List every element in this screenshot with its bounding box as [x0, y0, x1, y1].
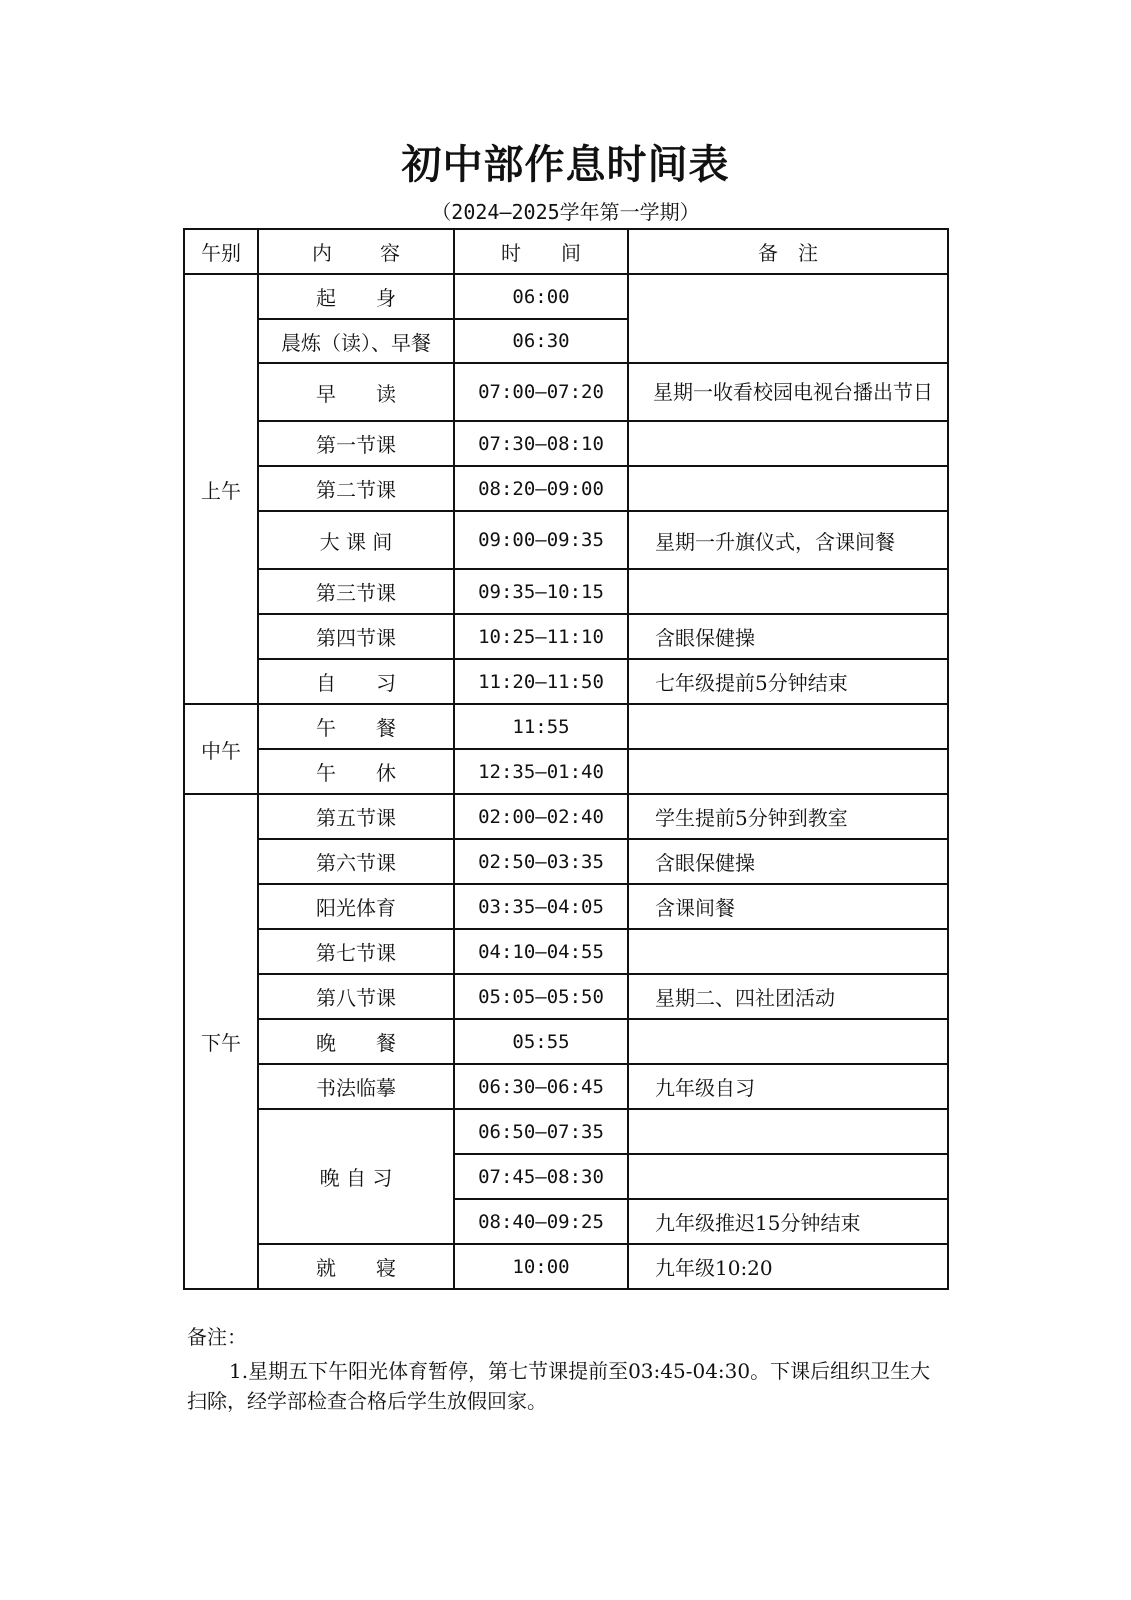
- remark-cell: 含眼保健操: [628, 839, 948, 884]
- time-cell: 06:00: [454, 274, 628, 319]
- table-row: [184, 1109, 948, 1154]
- content-cell: 午 休: [258, 749, 454, 794]
- header-remark: 备 注: [628, 229, 948, 274]
- remark-cell: 学生提前5分钟到教室: [628, 794, 948, 839]
- content-cell: 第六节课: [258, 839, 454, 884]
- time-cell: 11:55: [454, 704, 628, 749]
- content-cell: 书法临摹: [258, 1064, 454, 1109]
- content-cell: 第一节课: [258, 421, 454, 466]
- content-cell: 大 课 间: [258, 511, 454, 569]
- time-cell: 05:05—05:50: [454, 974, 628, 1019]
- time-cell: 05:55: [454, 1019, 628, 1064]
- remark-cell: [628, 1109, 948, 1154]
- time-cell: 06:30: [454, 319, 628, 363]
- remark-cell: [628, 749, 948, 794]
- remark-cell: 七年级提前5分钟结束: [628, 659, 948, 704]
- content-cell-evening-study: 晚 自 习: [258, 1109, 454, 1244]
- term-subtitle: （2024—2025学年第一学期）: [431, 200, 700, 224]
- remark-cell: 星期一升旗仪式，含课间餐: [628, 511, 948, 569]
- time-cell: 04:10—04:55: [454, 929, 628, 974]
- page-title: 初中部作息时间表: [401, 141, 730, 188]
- note-item: 1.星期五下午阳光体育暂停，第七节课提前至03:45-04:30。下课后组织卫生大扫除，经学部检查合格后学生放假回家。: [187, 1359, 931, 1413]
- content-cell: 阳光体育: [258, 884, 454, 929]
- time-cell: 10:25—11:10: [454, 614, 628, 659]
- remark-cell: [628, 704, 948, 749]
- remark-cell: 九年级10:20: [628, 1244, 948, 1289]
- content-cell: 晨炼（读）、早餐: [258, 319, 454, 363]
- remark-cell: 九年级推迟15分钟结束: [628, 1199, 948, 1244]
- time-cell: 08:20—09:00: [454, 466, 628, 511]
- time-cell: 09:35—10:15: [454, 569, 628, 614]
- remark-cell: [628, 1019, 948, 1064]
- content-cell: 第八节课: [258, 974, 454, 1019]
- period-cell-morning: 上午: [184, 274, 258, 704]
- content-cell: 晚 餐: [258, 1019, 454, 1064]
- table-row: [184, 363, 948, 421]
- time-cell: 11:20—11:50: [454, 659, 628, 704]
- table-row: [184, 274, 948, 319]
- schedule-table: [183, 228, 949, 1290]
- remark-cell: 含眼保健操: [628, 614, 948, 659]
- table-row: [184, 659, 948, 704]
- remark-cell: 九年级自习: [628, 1064, 948, 1109]
- content-cell: 就 寝: [258, 1244, 454, 1289]
- table-row: [184, 1064, 948, 1109]
- table-row: [184, 839, 948, 884]
- table-row: [184, 614, 948, 659]
- time-cell: 09:00—09:35: [454, 511, 628, 569]
- remark-cell: [628, 569, 948, 614]
- notes-heading: 备注：: [187, 1325, 247, 1349]
- content-cell: 午 餐: [258, 704, 454, 749]
- table-row: [184, 929, 948, 974]
- table-row: [184, 1019, 948, 1064]
- time-cell: 07:45—08:30: [454, 1154, 628, 1199]
- time-cell: 06:30—06:45: [454, 1064, 628, 1109]
- time-cell: 08:40—09:25: [454, 1199, 628, 1244]
- period-cell-afternoon: 下午: [184, 794, 258, 1289]
- remark-cell: 星期二、四社团活动: [628, 974, 948, 1019]
- table-row: [184, 421, 948, 466]
- time-cell: 12:35—01:40: [454, 749, 628, 794]
- table-row: [184, 569, 948, 614]
- header-period: 午别: [184, 229, 258, 274]
- content-cell: 第三节课: [258, 569, 454, 614]
- remark-cell: [628, 274, 948, 363]
- table-row: [184, 511, 948, 569]
- content-cell: 第七节课: [258, 929, 454, 974]
- content-cell: 起 身: [258, 274, 454, 319]
- remark-cell: [628, 466, 948, 511]
- remark-cell: 含课间餐: [628, 884, 948, 929]
- table-row: [184, 466, 948, 511]
- content-cell: 第四节课: [258, 614, 454, 659]
- time-cell: 10:00: [454, 1244, 628, 1289]
- period-cell-noon: 中午: [184, 704, 258, 794]
- time-cell: 07:30—08:10: [454, 421, 628, 466]
- time-cell: 02:50—03:35: [454, 839, 628, 884]
- content-cell: 第五节课: [258, 794, 454, 839]
- time-cell: 07:00—07:20: [454, 363, 628, 421]
- table-row: [184, 794, 948, 839]
- content-cell: 第二节课: [258, 466, 454, 511]
- table-row: [184, 704, 948, 749]
- header-content: 内 容: [258, 229, 454, 274]
- remark-cell: [628, 421, 948, 466]
- time-cell: 03:35—04:05: [454, 884, 628, 929]
- remark-cell: [628, 929, 948, 974]
- table-row: [184, 749, 948, 794]
- header-row: [184, 229, 948, 274]
- time-cell: 02:00—02:40: [454, 794, 628, 839]
- remark-cell: 星期一收看校园电视台播出节日: [628, 363, 948, 421]
- table-row: [184, 1244, 948, 1289]
- time-cell: 06:50—07:35: [454, 1109, 628, 1154]
- content-cell: 自 习: [258, 659, 454, 704]
- content-cell: 早 读: [258, 363, 454, 421]
- table-row: [184, 974, 948, 1019]
- remark-cell: [628, 1154, 948, 1199]
- header-time: 时 间: [454, 229, 628, 274]
- table-row: [184, 884, 948, 929]
